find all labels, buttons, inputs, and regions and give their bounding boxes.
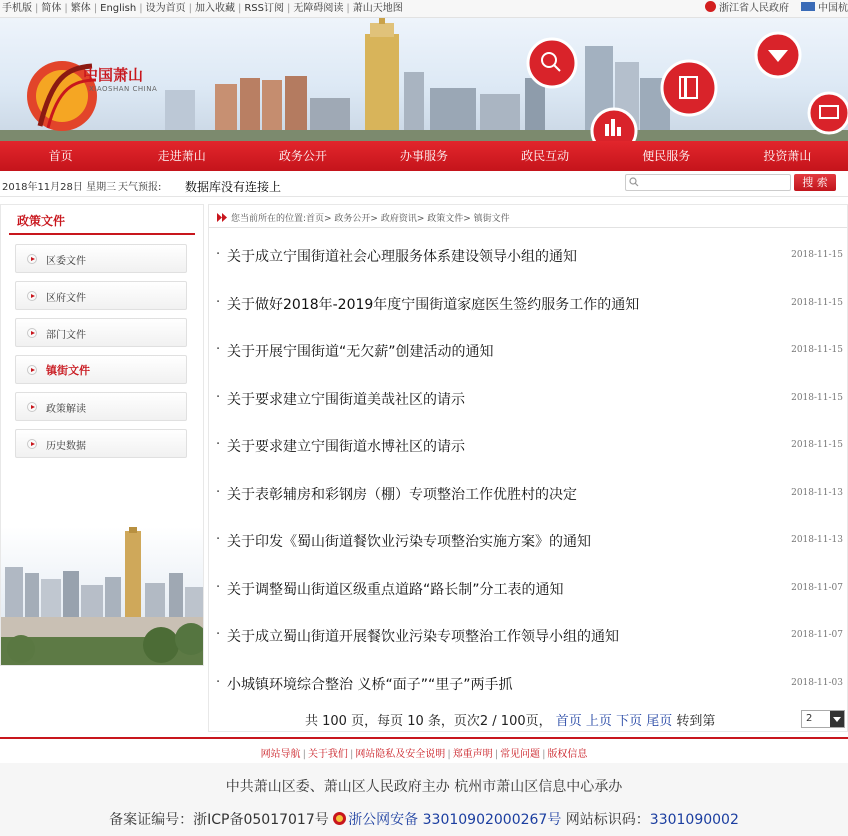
sidebar-item-label: 区委文件: [46, 256, 86, 267]
news-title[interactable]: 关于做好2018年-2019年度宁围街道家庭医生签约服务工作的通知: [227, 297, 640, 313]
mobile-version-link[interactable]: 手机版: [2, 3, 32, 14]
news-date: 2018-11-15: [791, 440, 843, 450]
sidebar-item-district-committee[interactable]: [15, 244, 187, 273]
nav-about-xiaoshan[interactable]: 走进萧山: [157, 149, 206, 163]
english-link[interactable]: English: [100, 3, 137, 14]
news-title[interactable]: 关于成立蜀山街道开展餐饮业污染专项整治工作领导小组的通知: [227, 629, 619, 645]
police-badge-icon: [333, 812, 346, 825]
zhejiang-gov-link[interactable]: 浙江省人民政府: [719, 3, 789, 14]
arrow-bullet-icon: [27, 365, 37, 375]
sidebar: [0, 204, 204, 666]
news-title[interactable]: 关于调整蜀山街道区级重点道路“路长制”分工表的通知: [227, 582, 564, 598]
footer-host-info: 中共萧山区委、萧山区人民政府主办 杭州市萧山区信息中心承办: [225, 779, 623, 795]
top-utility-bar: [0, 0, 848, 18]
nav-investment[interactable]: 投资萧山: [763, 149, 812, 163]
news-date: 2018-11-15: [791, 250, 843, 260]
add-favorite-link[interactable]: 加入收藏: [194, 3, 235, 14]
sidebar-item-label: 区府文件: [46, 293, 86, 304]
accessibility-link[interactable]: 无障碍阅读: [293, 3, 344, 14]
nav-public-services[interactable]: 便民服务: [642, 149, 691, 163]
news-date: 2018-11-03: [791, 678, 843, 688]
sidebar-item-department[interactable]: [15, 318, 187, 347]
news-date: 2018-11-13: [791, 488, 843, 498]
arrow-bullet-icon: [27, 254, 37, 264]
main-content: [208, 204, 848, 732]
news-date: 2018-11-15: [791, 345, 843, 355]
news-title[interactable]: 关于开展宁围街道“无欠薪”创建活动的通知: [227, 344, 494, 360]
sidebar-title: 政策文件: [17, 214, 66, 228]
site-id-label: 网站标识码：: [565, 812, 650, 828]
arrow-bullet-icon: [27, 439, 37, 449]
rss-link[interactable]: RSS订阅: [244, 3, 285, 14]
news-row[interactable]: · 关于要求建立宁围街道美哉社区的请示 2018-11-15: [216, 390, 843, 408]
footer-link-about[interactable]: 关于我们: [307, 749, 348, 760]
news-row[interactable]: · 关于成立宁围街道社会心理服务体系建设领导小组的通知 2018-11-15: [216, 247, 843, 265]
last-page-link[interactable]: 尾页: [646, 714, 673, 729]
chevron-down-icon: [830, 711, 844, 727]
next-page-link[interactable]: 下页: [616, 714, 643, 729]
site-logo-subtitle: XIAOSHAN CHINA: [89, 85, 158, 93]
nav-home[interactable]: 首页: [48, 149, 73, 163]
pagination: [305, 710, 715, 729]
footer: [0, 763, 848, 836]
news-row[interactable]: · 小城镇环境综合整治 义桥“面子”“里子”两手抓 2018-11-03: [216, 675, 843, 693]
weather-label: 天气预报:: [118, 182, 162, 193]
news-row[interactable]: · 关于表彰辅房和彩钢房（棚）专项整治工作优胜村的决定 2018-11-13: [216, 485, 843, 503]
breadcrumb-divider: [209, 227, 847, 228]
news-title[interactable]: 关于印发《蜀山街道餐饮业污染专项整治实施方案》的通知: [227, 534, 591, 550]
pagination-summary: 共 100 页，每页 10 条，页次2 / 100页，: [305, 714, 552, 729]
double-arrow-icon: [217, 213, 227, 222]
page-select-value: 2: [806, 713, 813, 724]
sidebar-item-label: 政策解读: [46, 404, 86, 415]
search-icon: [629, 177, 639, 187]
footer-links: 网站导航 | 关于我们 | 网站隐私及安全说明 | 郑重声明 | 常见问题 | 版权信息: [260, 749, 588, 760]
site-logo-text[interactable]: 中国萧山: [83, 66, 144, 84]
footer-divider: [0, 737, 848, 739]
news-date: 2018-11-07: [791, 583, 843, 593]
breadcrumb: [217, 211, 510, 224]
header-banner: [0, 18, 848, 141]
sidebar-title-divider: [9, 233, 195, 235]
sidebar-item-policy-interpretation[interactable]: [15, 392, 187, 421]
footer-registration: [0, 809, 848, 829]
nav-interaction[interactable]: 政民互动: [521, 149, 570, 163]
sidebar-item-label: 部门文件: [46, 330, 86, 341]
news-row[interactable]: · 关于调整蜀山街道区级重点道路“路长制”分工表的通知 2018-11-07: [216, 580, 843, 598]
news-row[interactable]: · 关于成立蜀山街道开展餐饮业污染专项整治工作领导小组的通知 2018-11-07: [216, 627, 843, 645]
simplified-link[interactable]: 简体: [41, 3, 62, 14]
set-homepage-link[interactable]: 设为首页: [145, 3, 186, 14]
footer-link-disclaimer[interactable]: 郑重声明: [452, 749, 493, 760]
top-right-links: [705, 0, 848, 18]
sidebar-item-history[interactable]: [15, 429, 187, 458]
jump-to-label: 转到第: [676, 714, 716, 729]
current-date: 2018年11月28日 星期三: [2, 182, 117, 193]
sidebar-item-label: 镇街文件: [46, 364, 90, 377]
news-date: 2018-11-13: [791, 535, 843, 545]
news-date: 2018-11-07: [791, 630, 843, 640]
site-id-value: 3301090002: [649, 812, 739, 828]
tianditu-link[interactable]: 萧山天地图: [352, 3, 403, 14]
news-date: 2018-11-15: [791, 393, 843, 403]
footer-link-faq[interactable]: 常见问题: [500, 749, 541, 760]
prev-page-link[interactable]: 上页: [585, 714, 612, 729]
news-row[interactable]: · 关于印发《蜀山街道餐饮业污染专项整治实施方案》的通知 2018-11-13: [216, 532, 843, 550]
city-photo: [1, 527, 203, 665]
china-gov-link[interactable]: 中国杭: [818, 3, 848, 14]
news-row[interactable]: · 关于要求建立宁围街道水博社区的请示 2018-11-15: [216, 437, 843, 455]
nav-services[interactable]: 办事服务: [399, 149, 448, 163]
police-record-link[interactable]: 浙公网安备 33010902000267号: [348, 812, 562, 828]
footer-link-copyright[interactable]: 版权信息: [547, 749, 588, 760]
news-row[interactable]: · 关于做好2018年-2019年度宁围街道家庭医生签约服务工作的通知 2018-11-15: [216, 295, 843, 313]
weather-message: 数据库没有连接上: [185, 180, 282, 194]
icp-number[interactable]: 备案证编号：浙ICP备05017017号: [109, 812, 329, 828]
sidebar-item-label: 历史数据: [46, 441, 86, 452]
search-input[interactable]: [625, 174, 791, 191]
breadcrumb-text[interactable]: 您当前所在的位置:首页> 政务公开> 政府资讯> 政策文件> 镇街文件: [231, 214, 510, 224]
arrow-bullet-icon: [27, 402, 37, 412]
arrow-bullet-icon: [27, 291, 37, 301]
page-select[interactable]: [801, 710, 845, 728]
news-date: 2018-11-15: [791, 298, 843, 308]
news-row[interactable]: · 关于开展宁围街道“无欠薪”创建活动的通知 2018-11-15: [216, 342, 843, 360]
top-links: 手机版 | 简体 | 繁体 | English | 设为首页 | 加入收藏 | RSS订阅 | 无障碍阅读 | 萧山天地图: [2, 3, 403, 14]
news-title[interactable]: 关于成立宁围街道社会心理服务体系建设领导小组的通知: [227, 249, 577, 265]
news-title[interactable]: 小城镇环境综合整治 义桥“面子”“里子”两手抓: [227, 677, 513, 693]
main-nav: [0, 141, 848, 171]
news-title[interactable]: 关于表彰辅房和彩钢房（棚）专项整治工作优胜村的决定: [227, 487, 577, 503]
china-flag-icon: [801, 2, 815, 11]
emblem-icon: [705, 1, 716, 12]
footer-link-site-nav[interactable]: 网站导航: [260, 749, 301, 760]
footer-link-privacy[interactable]: 网站隐私及安全说明: [355, 749, 446, 760]
traditional-link[interactable]: 繁体: [70, 3, 91, 14]
info-bar: [0, 171, 848, 197]
arrow-bullet-icon: [27, 328, 37, 338]
first-page-link[interactable]: 首页: [555, 714, 582, 729]
nav-government-affairs[interactable]: 政务公开: [278, 149, 327, 163]
search-button[interactable]: 搜 索: [794, 174, 836, 191]
sidebar-item-township[interactable]: [15, 355, 187, 384]
sidebar-item-district-government[interactable]: [15, 281, 187, 310]
news-title[interactable]: 关于要求建立宁围街道水博社区的请示: [227, 439, 465, 455]
news-title[interactable]: 关于要求建立宁围街道美哉社区的请示: [227, 392, 465, 408]
